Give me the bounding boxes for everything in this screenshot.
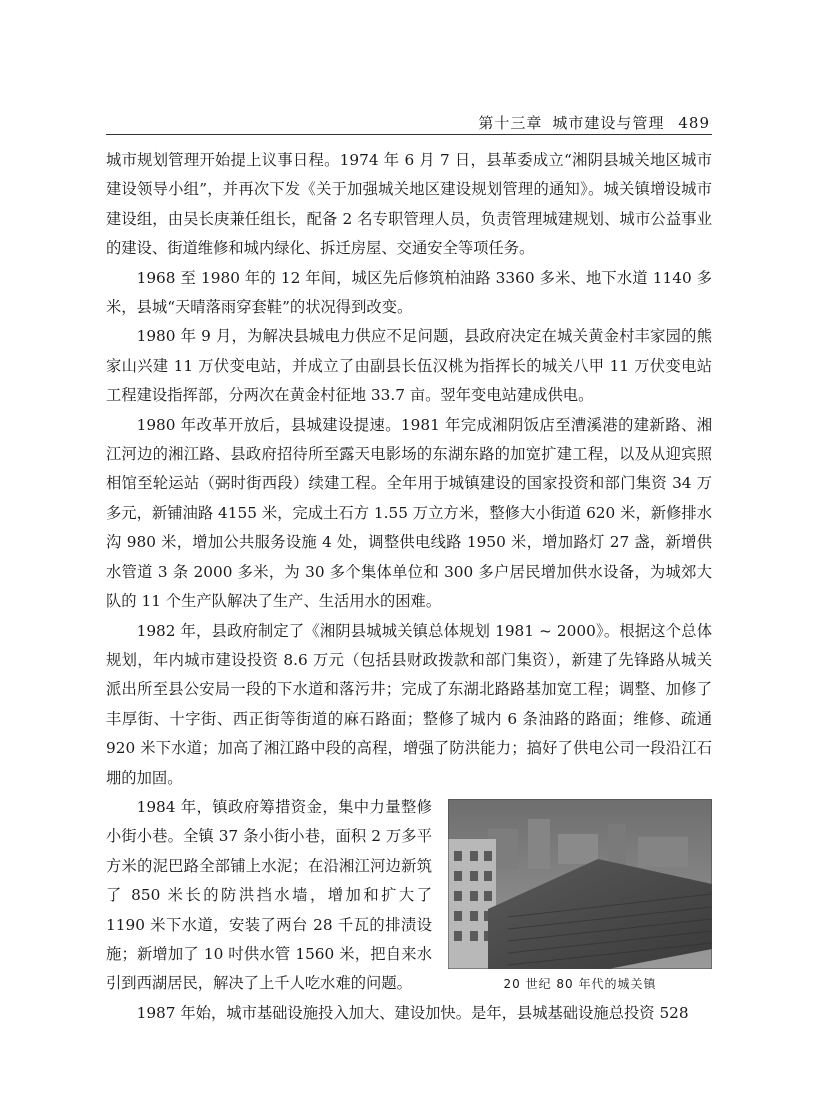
- header-rule: [106, 134, 712, 135]
- paragraph: 城市规划管理开始提上议事日程。1974 年 6 月 7 日，县革委成立“湘阴县城关地区城市建设领导小组”，并再次下发《关于加强城关地区建设规划管理的通知》。城关镇增设城市建设组，由吴长庚兼任组长，配备 2 名专职管理人员，负责管理城建规划、城市公益事业的建设、街道维修和城内绿化、拆迁房屋、交通安全等项任务。: [106, 151, 712, 258]
- paragraph: 1980 年改革开放后，县城建设提速。1981 年完成湘阴饭店至漕溪港的建新路、湘江河边的湘江路、县政府招待所至露天电影场的东湖东路的加宽扩建工程，以及从迎宾照相馆至轮运站（弼时街西段）续建工程。全年用于城镇建设的国家投资和部门集资 34 万多元，新铺油路 4155 米，完成土石方 1.55 万立方米，整修大小街道 620 米，新修排水沟 980 米，增加公共服务设施 4 处，调整供电线路 1950 米，增加路灯 27 盏，新增供水管道 3 条 2000 多米，为 30 多个集体单位和 300 多户居民增加供水设备，为城郊大队的 11 个生产队解决了生产、生活用水的困难。: [106, 415, 712, 611]
- page-number: 489: [678, 114, 710, 132]
- figure: [448, 799, 712, 993]
- running-header: [106, 112, 710, 132]
- paragraph: 1980 年 9 月，为解决县城电力供应不足问题，县政府决定在城关黄金村丰家园的熊家山兴建 11 万伏变电站，并成立了由副县长伍汉桃为指挥长的城关八甲 11 万伏变电站工程建设指挥部，分两次在黄金村征地 33.7 亩。翌年变电站建成供电。: [106, 327, 712, 405]
- figure-caption: 20 世纪 80 年代的城关镇: [503, 976, 657, 991]
- paragraph: 1968 至 1980 年的 12 年间，城区先后修筑柏油路 3360 多米、地下水道 1140 多米，县城“天晴落雨穿套鞋”的状况得到改变。: [106, 268, 712, 317]
- section-title: 城市建设与管理: [552, 114, 665, 132]
- paragraph: 1982 年，县政府制定了《湘阴县城城关镇总体规划 1981 ~ 2000》。根据这个总体规划，年内城市建设投资 8.6 万元（包括县财政拨款和部门集资），新建了先锋路从城关派出所至县公安局一段的下水道和落污井；完成了东湖北路路基加宽工程；调整、加修了丰厚街、十字街、西正街等街道的麻石路面；整修了城内 6 条油路的路面；维修、疏通 920 米下水道；加高了湘江路中段的高程，增强了防洪能力；搞好了供电公司一段沿江石堋的加固。: [106, 621, 712, 787]
- town-photo: [448, 799, 712, 969]
- paragraph: 1987 年始，城市基础设施投入加大、建设加快。是年，县城基础设施总投资 528: [136, 1003, 689, 1022]
- body-text: [106, 146, 712, 1028]
- chapter-label: 第十三章: [478, 114, 543, 132]
- paragraph: 1984 年，镇政府筹措资金，集中力量整修小街小巷。全镇 37 条小街小巷，面积 2 万多平方米的泥巴路全部铺上水泥；在沿湘江河边新筑了 850 米长的防洪挡水墙，增加和扩大了 1190 米下水道，安装了两台 28 千瓦的排渍设施；新增加了 10 吋供水管 1560 米，把自来水引到西湖居民，解决了上千人吃水难的问题。: [106, 797, 432, 993]
